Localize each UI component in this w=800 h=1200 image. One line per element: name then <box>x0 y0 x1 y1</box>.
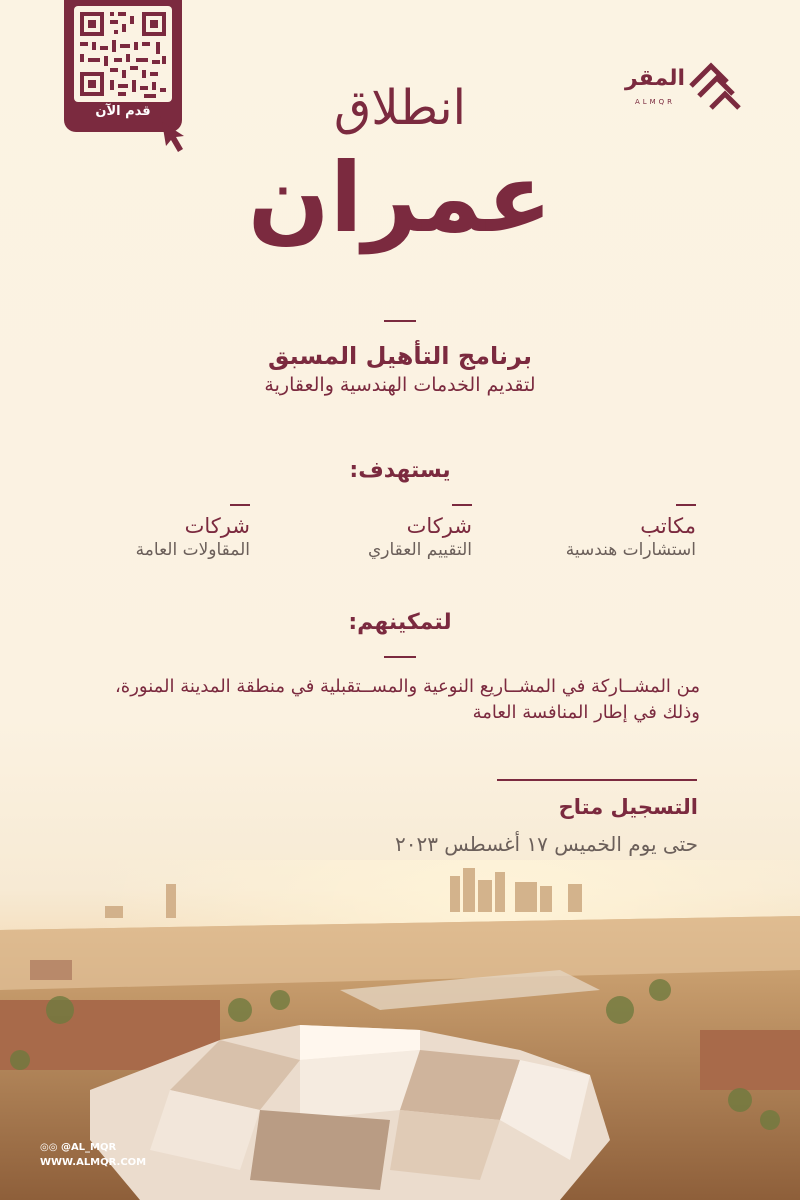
enable-description: من المشــاركة في المشــاريع النوعية والمســتقبلية في منطقة المدينة المنورة، وذلك في إطار المنافسة العامة <box>114 676 700 723</box>
program-title: برنامج التأهيل المسبق <box>268 342 532 370</box>
target-subtitle: التقييم العقاري <box>367 540 472 560</box>
divider <box>384 656 416 658</box>
footer <box>40 1142 146 1172</box>
social-icons: ◎◎ <box>40 1142 58 1153</box>
registration-deadline: حتى يوم الخميس ١٧ أغسطس ٢٠٢٣ <box>394 832 698 856</box>
divider <box>452 504 472 506</box>
headline-title: عمران <box>247 142 553 254</box>
website-link[interactable]: WWW.ALMQR.COM <box>40 1157 147 1168</box>
target-item <box>30 504 250 560</box>
social-handle[interactable] <box>40 1142 146 1153</box>
social-handle-text[interactable]: @AL_MQR <box>60 1142 117 1153</box>
divider <box>230 504 250 506</box>
registration-title: التسجيل متاح <box>558 795 698 819</box>
divider <box>676 504 696 506</box>
target-title: شركات <box>406 514 472 538</box>
program-subtitle: لتقديم الخدمات الهندسية والعقارية <box>264 374 536 396</box>
target-title: مكاتب <box>640 514 696 538</box>
divider <box>384 320 416 322</box>
logo-arabic-name: المقر <box>625 66 686 91</box>
target-item <box>476 504 696 560</box>
headline-intro: انطلاق <box>334 80 466 136</box>
target-item <box>252 504 472 560</box>
target-subtitle: المقاولات العامة <box>135 540 250 560</box>
apply-now-label[interactable]: قدم الآن <box>95 104 151 119</box>
enable-heading: لتمكينهم: <box>348 610 452 635</box>
logo-english-name: ALMQR <box>634 98 676 106</box>
target-subtitle: استشارات هندسية <box>565 540 696 560</box>
targets-heading: يستهدف: <box>349 458 451 483</box>
divider <box>497 779 697 781</box>
target-title: شركات <box>184 514 250 538</box>
